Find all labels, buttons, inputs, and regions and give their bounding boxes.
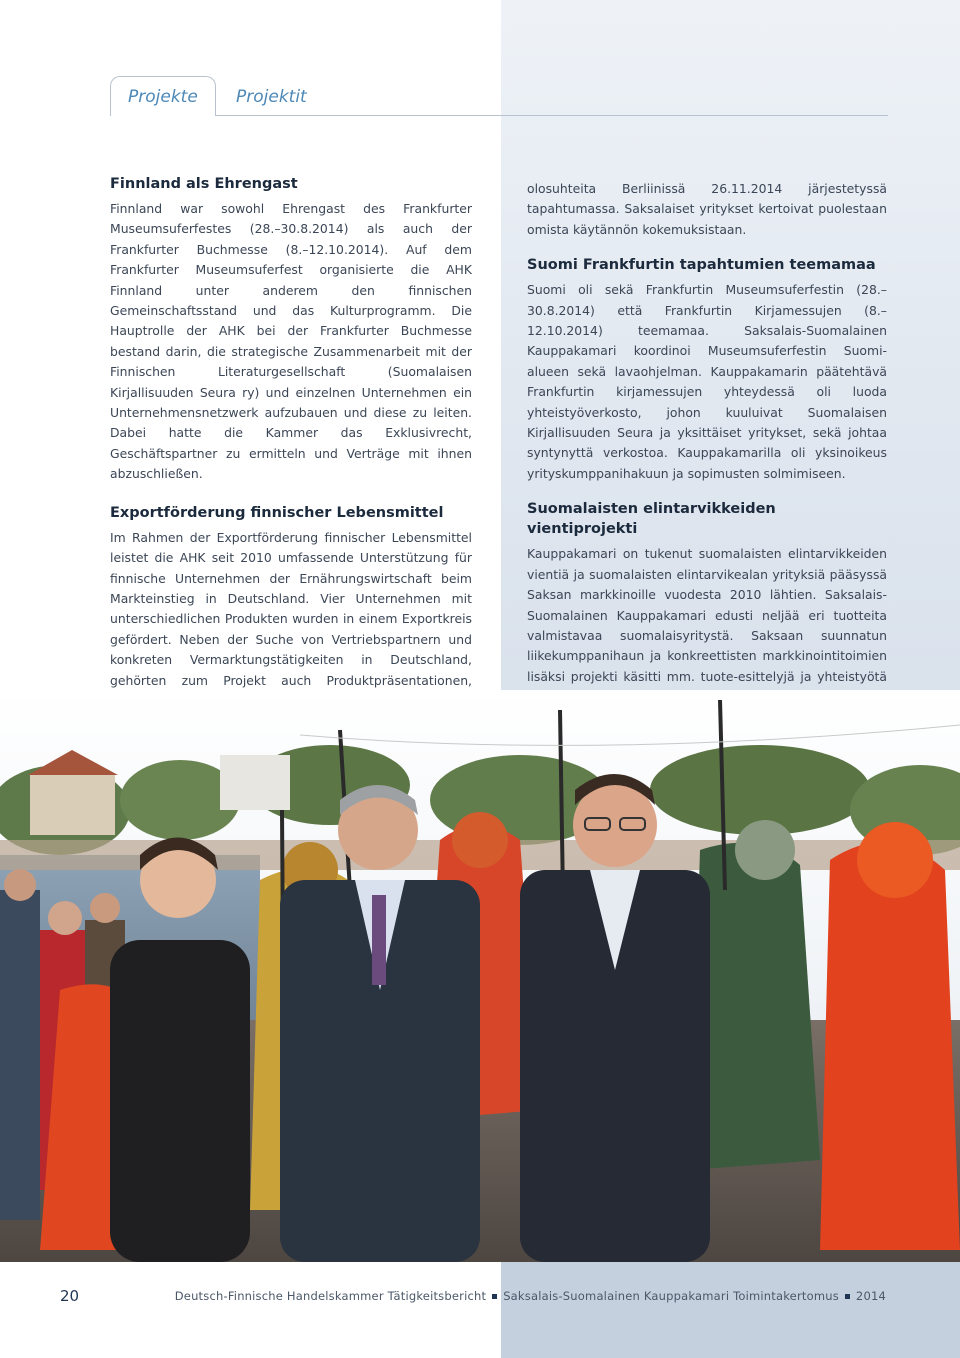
right-text-column <box>527 179 887 708</box>
paragraph-exportfoerderung: Im Rahmen der Exportförderung finnischer Lebensmittel leistet die AHK seit 2010 umfassende Unterstützung für finnische Unternehmen der Ernährungswirtschaft beim Markteinstieg in Deutschland. Vier Unternehmen mit unterschiedlichen Produkten wurden in einem Exportkreis gefördert. Neben der Suche von Vertriebspartnern und konkreten Vermarktungstätigkeiten in Deutschland, gehörten zum Projekt auch Produktpräsentationen, <box>110 529 472 688</box>
footer-publication-fi: Saksalais-Suomalainen Kauppakamari Toimintakertomus <box>503 1289 839 1303</box>
event-photo <box>0 690 960 1262</box>
heading-vientiprojekti: Suomalaisten elintarvikkeiden vientiprojekti <box>527 501 776 538</box>
left-text-column <box>110 174 472 732</box>
page-number: 20 <box>60 1287 80 1305</box>
paragraph-vientiprojekti: Kauppakamari on tukenut suomalaisten elintarvikkeiden vientiä ja suomalaisten elintarvikealan yrityksiä pääsyssä Saksan markkinoille vuodesta 2010 lähtien. Saksalais-Suomalainen Kauppakamari edusti neljää eri tuotteita valmistavaa suomalaisyritystä. Saksaan suunnatun liikekumppanihaun ja konkreettisten markkinointitoimien lisäksi projekti käsitti mm. tuote-esittelyjä ja yhteistyötä <box>527 546 887 684</box>
footer-publication-de: Deutsch-Finnische Handelskammer Tätigkeitsbericht <box>174 1289 487 1303</box>
footer-year: 2014 <box>855 1289 886 1303</box>
heading-finnland-ehrengast: Finnland als Ehrengast <box>110 176 298 192</box>
heading-suomi-teemamaa: Suomi Frankfurtin tapahtumien teemamaa <box>527 257 876 274</box>
tab-projekte: Projekte <box>128 87 198 107</box>
separator-square-icon <box>845 1294 850 1299</box>
tab-divider-line <box>110 115 888 116</box>
paragraph-intro-fi: olosuhteita Berliinissä 26.11.2014 järjestetyssä tapahtumassa. Saksalaiset yritykset kertoivat puolestaan omista käytännön kokemuksistaan. <box>527 181 887 237</box>
separator-square-icon <box>492 1294 497 1299</box>
footer-publication <box>175 1289 886 1303</box>
footer-band <box>0 1262 960 1358</box>
heading-exportfoerderung: Exportförderung finnischer Lebensmittel <box>110 504 444 521</box>
paragraph-finnland-ehrengast: Finnland war sowohl Ehrengast des Frankfurter Museumsuferfestes (28.–30.8.2014) als auch der Frankfurter Buchmesse (8.–12.10.2014). Auf dem Frankfurter Museumsuferfest organisierte die AHK Finnland unter anderem den finnischen Gemeinschaftsstand und das Kulturprogramm. Die Hauptrolle der AHK bei der Frankfurter Buchmesse bestand darin, die strategische Zusammenarbeit mit der Finnischen Literaturgesellschaft (Suomalaisen Kirjallisuuden Seura ry) und einzelnen Unternehmen ein Unternehmensnetzwerk aufzubauen und diese zu leiten. Dabei hatte die Kammer das Exklusivrecht, Geschäftspartner zu ermitteln und Verträge mit ihnen abzuschließen. <box>110 201 472 482</box>
building-left <box>30 775 115 835</box>
paragraph-suomi-teemamaa: Suomi oli sekä Frankfurtin Museumsuferfestin (28.–30.8.2014) että Frankfurtin Kirjamessujen (8.–12.10.2014) teemamaa. Saksalais-Suomalainen Kauppakamari koordinoi Museumsuferfestin Suomi-alueen sekä lavaohjelman. Kauppakamarin päätehtävä Frankfurtin kirjamessujen yhteydessä oli luoda yhteistyöverkosto, johon kuuluivat Suomalaisen Kirjallisuuden Seura ja yksittäiset yritykset, sekä johtaa syntynyttä verkostoa. Kauppakamarilla oli yksinoikeus yrityskumppanihakuun ja sopimusten solmimiseen. <box>527 282 887 481</box>
section-tabs <box>110 76 888 116</box>
tab-projektit: Projektit <box>236 87 307 107</box>
building-center <box>220 755 290 810</box>
